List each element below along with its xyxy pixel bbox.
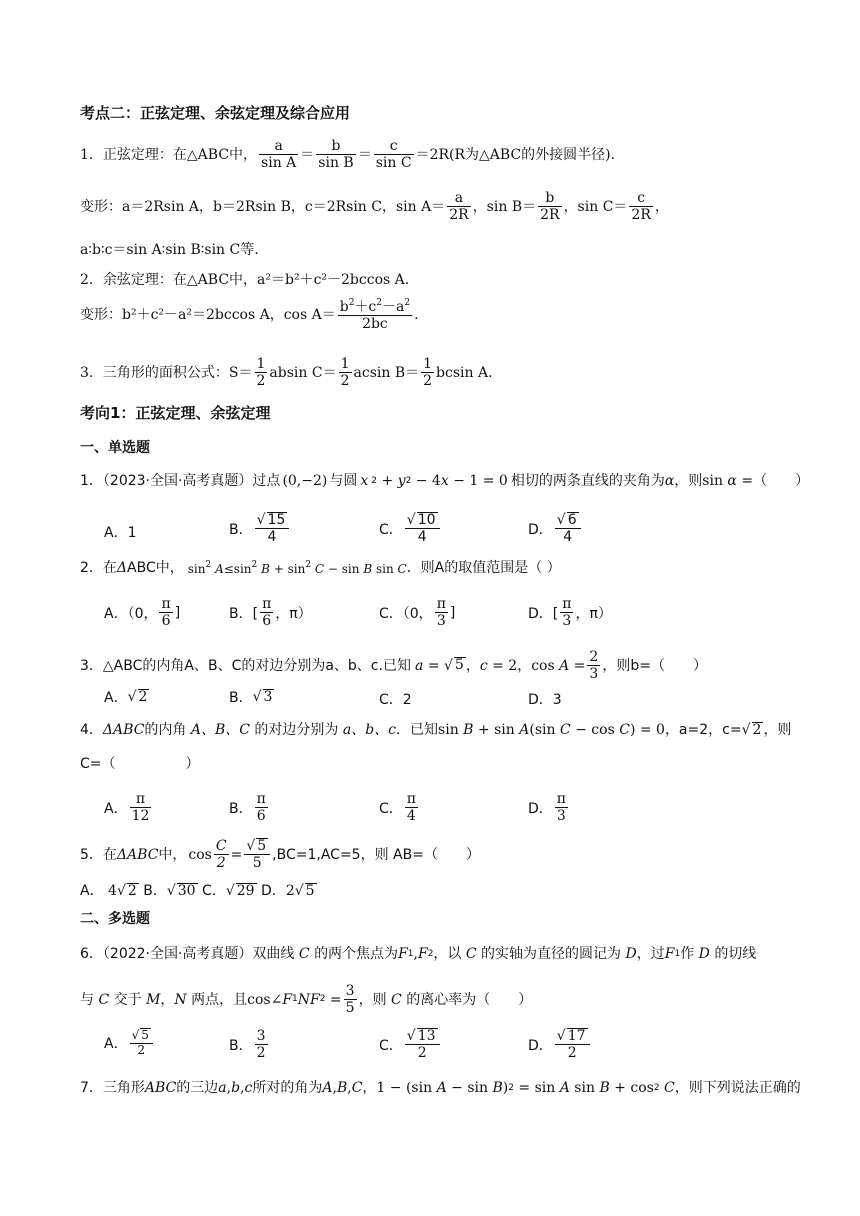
subsection-title: 考向1：正弦定理、余弦定理: [80, 404, 271, 422]
ratio-line: a∶b∶c＝sin A∶sin B∶sin C等.: [80, 242, 259, 258]
q6-option-c[interactable]: C． $\frac{√ 13}{2}$: [379, 1028, 442, 1061]
question-1: 1．（2023·全国·高考真题）过点 (0,−2) 与圆 x 2 + y 2 − 4 x − 1 = 0 相切的两条直线的夹角为 α ，则 sin α = （ ）: [80, 473, 810, 489]
q6-option-a[interactable]: A． $\frac{√ 5}{2}$: [104, 1028, 155, 1058]
q4-option-a[interactable]: A． $\frac{\pi}{12}$: [104, 791, 150, 825]
law-of-cosines-line: 2．余弦定理：在△ABC中，a²＝b²＋c²－2bccos A.: [80, 272, 410, 288]
law-of-sines-variant: 变形：a＝2Rsin A，b＝2Rsin B，c＝2Rsin C，sin A＝ $\frac{a}{2R}$ ，sin B＝ $\frac{b}{2R}$ ，sin C＝ $\frac{c}{2R}$ ，: [80, 190, 669, 224]
q2-option-d[interactable]: D．[ $\frac{\pi}{3}$ ，π）: [528, 596, 612, 630]
q1-option-a[interactable]: A．1: [104, 525, 137, 541]
question-6-line2: 与 C 交于 M ， N 两点，且 cos∠ F 1 NF 2 = $\frac{3}{5}$ ，则 C 的离心率为（ ）: [80, 983, 533, 1017]
multi-choice-heading: 二、多选题: [80, 911, 150, 927]
q4-option-b[interactable]: B． $\frac{\pi}{6}$: [229, 791, 266, 825]
question-4-line2: C=（ ）: [80, 756, 200, 772]
law-of-sines-line: 1．正弦定理：在△ABC中， $\frac{a}{\text{sin A}}$ ＝ $\frac{b}{\text{sin B}}$ ＝ $\frac{c}{\text{sin C}}$ ＝2R(R为△ABC的外接圆半径).: [80, 138, 616, 172]
section-title: 考点二：正弦定理、余弦定理及综合应用: [80, 104, 351, 122]
q2-option-a[interactable]: A．（0， $\frac{\pi}{6}$ ]: [104, 596, 181, 630]
q1-option-b[interactable]: B． $\frac{√ 15}{4}$: [229, 512, 291, 545]
q5-options[interactable]: A． 4 √ 2 B． √ 30 C． √ 29 D． 2 √ 5: [80, 883, 315, 900]
q6-option-d[interactable]: D． $\frac{√ 17}{2}$: [528, 1028, 592, 1061]
law-of-cosines-variant: 变形：b²＋c²－a²＝2bccos A，cos A＝ $\frac{b^2+c^2-a^2}{2bc}$ .: [80, 298, 419, 333]
q4-option-d[interactable]: D． $\frac{\pi}{3}$: [528, 791, 566, 825]
q4-option-c[interactable]: C． $\frac{\pi}{4}$: [379, 791, 416, 825]
question-2: 2．在 Δ ABC中， $\sin^2 A\le\sin^2$ $B + \sin^2 C - \sin B$ sin C ．则A的取值范围是（ ）: [80, 560, 561, 576]
question-3: 3．△ABC的内角A、B、C的对边分别为a、b、c.已知 a = √ 5 ， c = 2 ， cos A = $\frac{2}{3}$ ，则b=（ ）: [80, 649, 707, 683]
single-choice-heading: 一、单选题: [80, 440, 150, 456]
area-formula-line: 3．三角形的面积公式：S＝ $\frac{1}{2}$ absin C＝ $\frac{1}{2}$ acsin B＝ $\frac{1}{2}$ bcsin A.: [80, 356, 493, 390]
q1-option-d[interactable]: D． $\frac{√ 6}{4}$: [528, 512, 583, 545]
q2-option-c[interactable]: C．（0， $\frac{\pi}{3}$ ]: [379, 596, 456, 630]
question-7: 7．三角形 ABC 的三边 a , b , c 所对的角为 A , B , C ， 1 − (sin A − sin B ) 2 = sin A sin B + cos 2 C ，则下列说法正确的: [80, 1080, 801, 1096]
question-4: 4． ΔABC 的内角 A、B、C 的对边分别为 a、b、c ．已知 sin B + sin A (sin C − cos C ) = 0 ，a=2，c= √ 2 ，则: [80, 722, 792, 739]
q3-option-b[interactable]: B． √ 3: [229, 688, 273, 706]
question-5: 5．在 ΔABC 中， cos $\frac{C}{2}$ = $\frac{√ 5}{5}$ ,BC=1,AC=5，则 AB=（ ）: [80, 838, 480, 872]
q6-option-b[interactable]: B． $\frac{3}{2}$: [229, 1028, 266, 1062]
q1-option-c[interactable]: C． $\frac{√ 10}{4}$: [379, 512, 442, 545]
q3-option-a[interactable]: A． √ 2: [104, 688, 148, 706]
q2-option-b[interactable]: B．[ $\frac{\pi}{6}$ ，π）: [229, 596, 312, 630]
q3-option-d[interactable]: D．3: [528, 692, 562, 708]
question-6: 6．（2022·全国·高考真题）双曲线 C 的两个焦点为 F 1 , F 2 ，以 C 的实轴为直径的圆记为 D ，过 F 1 作 D 的切线: [80, 946, 757, 962]
q3-option-c[interactable]: C．2: [379, 692, 412, 708]
